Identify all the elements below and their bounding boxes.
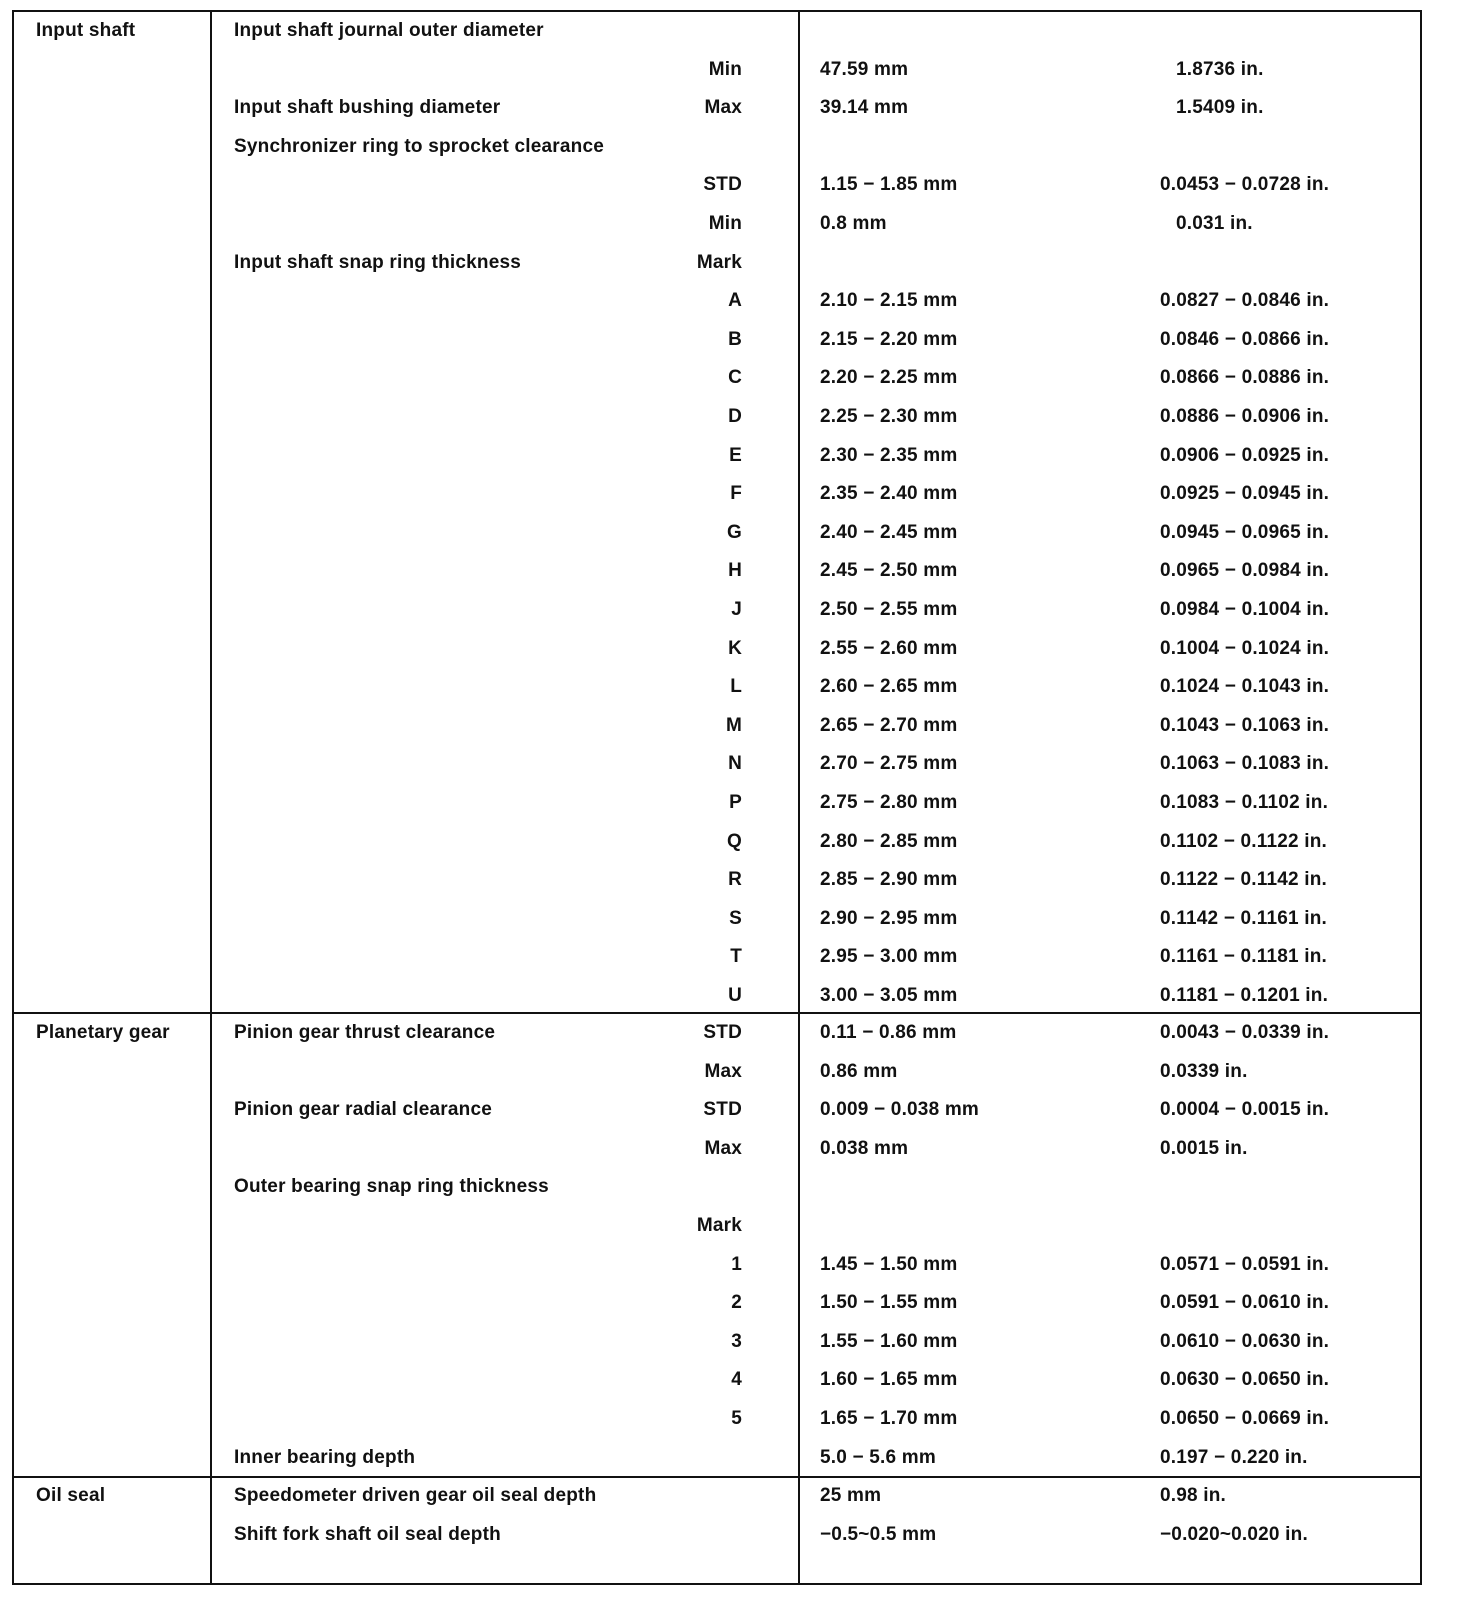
- table-row: [12, 861, 1422, 900]
- value-in: 0.0945 − 0.0965 in.: [1160, 521, 1330, 543]
- value-in: 1.5409 in.: [1176, 97, 1264, 119]
- table-row: [12, 707, 1422, 746]
- value-mm: 1.15 − 1.85 mm: [820, 174, 958, 196]
- value-in: 1.8736 in.: [1176, 58, 1264, 80]
- value-in: 0.1122 − 0.1142 in.: [1160, 869, 1328, 891]
- category-label: Input shaft: [36, 20, 136, 41]
- value-in: 0.0965 − 0.0984 in.: [1160, 560, 1330, 582]
- spec-qualifier: G: [727, 521, 742, 543]
- value-mm: 0.8 mm: [820, 213, 887, 234]
- table-row: [12, 282, 1422, 321]
- spec-qualifier: Max: [704, 1060, 742, 1082]
- spec-item-label: Input shaft snap ring thickness: [234, 251, 522, 273]
- value-in: 0.1024 − 0.1043 in.: [1160, 676, 1330, 698]
- table-row: [12, 1207, 1422, 1246]
- spec-qualifier: Mark: [696, 1215, 742, 1236]
- value-in: 0.0591 − 0.0610 in.: [1160, 1292, 1330, 1314]
- spec-qualifier: STD: [703, 174, 742, 196]
- value-in: 0.0004 − 0.0015 in.: [1160, 1099, 1330, 1121]
- value-in: 0.0827 − 0.0846 in.: [1160, 290, 1330, 312]
- table-row: [12, 1053, 1422, 1092]
- value-in: 0.1004 − 0.1024 in.: [1160, 637, 1330, 659]
- category-label: Planetary gear: [36, 1022, 170, 1043]
- table-row: [12, 1477, 1422, 1516]
- table-row: [12, 1516, 1422, 1555]
- spec-qualifier: P: [729, 792, 742, 813]
- value-mm: 2.30 − 2.35 mm: [820, 444, 958, 466]
- spec-qualifier: 2: [731, 1292, 742, 1314]
- value-in: −0.020~0.020 in.: [1160, 1523, 1308, 1545]
- spec-qualifier: J: [731, 599, 742, 620]
- value-mm: 2.15 − 2.20 mm: [820, 328, 958, 350]
- spec-qualifier: M: [725, 714, 742, 736]
- spec-qualifier: STD: [703, 1022, 742, 1043]
- table-row: [12, 784, 1422, 823]
- value-in: 0.0866 − 0.0886 in.: [1160, 367, 1330, 389]
- table-row: [12, 1361, 1422, 1400]
- table-row: [12, 1246, 1422, 1285]
- spec-qualifier: T: [730, 946, 742, 968]
- value-mm: 47.59 mm: [820, 58, 909, 80]
- table-row: [12, 1168, 1422, 1207]
- table-row: [12, 475, 1422, 514]
- spec-item-label: Input shaft journal outer diameter: [234, 20, 544, 41]
- spec-qualifier: N: [728, 753, 742, 775]
- spec-qualifier: L: [730, 676, 742, 698]
- spec-qualifier: C: [728, 367, 742, 389]
- value-mm: 2.75 − 2.80 mm: [820, 792, 958, 813]
- spec-qualifier: H: [728, 560, 742, 582]
- value-mm: 2.35 − 2.40 mm: [820, 483, 958, 505]
- spec-qualifier: 1: [731, 1253, 742, 1275]
- spec-item-label: Speedometer driven gear oil seal depth: [234, 1485, 597, 1506]
- spec-qualifier: 5: [731, 1408, 742, 1429]
- value-mm: 5.0 − 5.6 mm: [820, 1446, 936, 1468]
- value-mm: 2.20 − 2.25 mm: [820, 367, 958, 389]
- value-mm: 1.60 − 1.65 mm: [820, 1369, 958, 1391]
- spec-qualifier: D: [728, 406, 742, 427]
- value-in: 0.0015 in.: [1160, 1137, 1248, 1159]
- spec-qualifier: Mark: [696, 251, 742, 273]
- table-row: [12, 12, 1422, 51]
- value-in: 0.0984 − 0.1004 in.: [1160, 599, 1330, 620]
- value-in: 0.1063 − 0.1083 in.: [1160, 753, 1330, 775]
- value-mm: 2.50 − 2.55 mm: [820, 599, 958, 620]
- value-in: 0.0043 − 0.0339 in.: [1160, 1022, 1330, 1043]
- table-row: [12, 1130, 1422, 1169]
- table-row: [12, 745, 1422, 784]
- value-in: 0.0906 − 0.0925 in.: [1160, 444, 1330, 466]
- value-mm: 2.25 − 2.30 mm: [820, 406, 958, 427]
- spec-qualifier: K: [728, 637, 742, 659]
- table-row: [12, 1400, 1422, 1439]
- value-in: 0.0453 − 0.0728 in.: [1160, 174, 1330, 196]
- value-in: 0.0630 − 0.0650 in.: [1160, 1369, 1330, 1391]
- value-in: 0.1083 − 0.1102 in.: [1160, 792, 1329, 813]
- table-row: [12, 128, 1422, 167]
- table-row: [12, 823, 1422, 862]
- spec-qualifier: F: [730, 483, 742, 505]
- value-in: 0.197 − 0.220 in.: [1160, 1446, 1308, 1468]
- value-in: 0.0650 − 0.0669 in.: [1160, 1408, 1330, 1429]
- spec-qualifier: Max: [704, 1137, 742, 1159]
- value-in: 0.0846 − 0.0866 in.: [1160, 328, 1330, 350]
- value-mm: 2.70 − 2.75 mm: [820, 753, 958, 775]
- value-in: 0.1142 − 0.1161 in.: [1160, 907, 1328, 929]
- value-mm: −0.5~0.5 mm: [820, 1523, 937, 1545]
- spec-qualifier: B: [728, 328, 742, 350]
- table-row: [12, 1091, 1422, 1130]
- value-in: 0.98 in.: [1160, 1485, 1227, 1506]
- table-row: [12, 900, 1422, 939]
- value-in: 0.0610 − 0.0630 in.: [1160, 1330, 1330, 1352]
- value-in: 0.0886 − 0.0906 in.: [1160, 406, 1330, 427]
- spec-item-label: Input shaft bushing diameter: [234, 97, 501, 119]
- spec-qualifier: E: [729, 444, 742, 466]
- spec-qualifier: R: [728, 869, 742, 891]
- value-mm: 2.60 − 2.65 mm: [820, 676, 958, 698]
- spec-qualifier: Min: [708, 213, 742, 234]
- value-mm: 2.85 − 2.90 mm: [820, 869, 958, 891]
- value-mm: 2.55 − 2.60 mm: [820, 637, 958, 659]
- spec-qualifier: STD: [703, 1099, 742, 1121]
- value-mm: 0.11 − 0.86 mm: [820, 1022, 957, 1043]
- spec-item-label: Inner bearing depth: [234, 1446, 416, 1468]
- value-in: 0.0571 − 0.0591 in.: [1160, 1253, 1330, 1275]
- value-in: 0.1181 − 0.1201 in.: [1160, 985, 1329, 1006]
- spec-item-label: Synchronizer ring to sprocket clearance: [234, 135, 604, 157]
- table-row: [12, 166, 1422, 205]
- table-row: [12, 938, 1422, 977]
- table-row: [12, 1439, 1422, 1478]
- spec-item-label: Pinion gear thrust clearance: [234, 1022, 496, 1043]
- spec-qualifier: Max: [704, 97, 742, 119]
- value-mm: 25 mm: [820, 1485, 882, 1506]
- spec-item-label: Outer bearing snap ring thickness: [234, 1176, 549, 1198]
- value-mm: 1.45 − 1.50 mm: [820, 1253, 958, 1275]
- spec-item-label: Pinion gear radial clearance: [234, 1099, 492, 1121]
- table-row: [12, 205, 1422, 244]
- value-mm: 2.90 − 2.95 mm: [820, 907, 958, 929]
- value-in: 0.0339 in.: [1160, 1060, 1248, 1082]
- value-mm: 2.45 − 2.50 mm: [820, 560, 958, 582]
- table-row: [12, 437, 1422, 476]
- value-in: 0.1043 − 0.1063 in.: [1160, 714, 1330, 736]
- spec-qualifier: Min: [708, 58, 742, 80]
- border-bottom: [12, 1583, 1422, 1585]
- table-row: [12, 977, 1422, 1016]
- value-mm: 2.10 − 2.15 mm: [820, 290, 958, 312]
- spec-qualifier: 4: [731, 1369, 742, 1391]
- table-row: [12, 591, 1422, 630]
- spec-qualifier: S: [729, 907, 742, 929]
- table-row: [12, 51, 1422, 90]
- value-mm: 0.86 mm: [820, 1060, 898, 1082]
- value-mm: 0.009 − 0.038 mm: [820, 1099, 980, 1121]
- spec-qualifier: U: [728, 985, 742, 1006]
- value-in: 0.0925 − 0.0945 in.: [1160, 483, 1330, 505]
- category-label: Oil seal: [36, 1485, 106, 1506]
- table-row: [12, 514, 1422, 553]
- spec-qualifier: 3: [731, 1330, 742, 1352]
- table-row: [12, 630, 1422, 669]
- spec-qualifier: A: [728, 290, 742, 312]
- value-mm: 1.55 − 1.60 mm: [820, 1330, 958, 1352]
- value-in: 0.1161 − 0.1181 in.: [1160, 946, 1328, 968]
- value-mm: 2.95 − 3.00 mm: [820, 946, 958, 968]
- value-in: 0.031 in.: [1176, 213, 1253, 234]
- table-row: [12, 1284, 1422, 1323]
- table-row: [12, 244, 1422, 283]
- spec-qualifier: Q: [727, 830, 742, 852]
- value-in: 0.1102 − 0.1122 in.: [1160, 830, 1328, 852]
- value-mm: 0.038 mm: [820, 1137, 909, 1159]
- value-mm: 2.80 − 2.85 mm: [820, 830, 958, 852]
- table-row: [12, 398, 1422, 437]
- table-row: [12, 321, 1422, 360]
- table-row: [12, 1014, 1422, 1053]
- table-row: [12, 668, 1422, 707]
- spec-item-label: Shift fork shaft oil seal depth: [234, 1523, 501, 1545]
- value-mm: 2.65 − 2.70 mm: [820, 714, 958, 736]
- table-row: [12, 359, 1422, 398]
- value-mm: 39.14 mm: [820, 97, 909, 119]
- table-row: [12, 89, 1422, 128]
- value-mm: 3.00 − 3.05 mm: [820, 985, 958, 1006]
- value-mm: 1.50 − 1.55 mm: [820, 1292, 958, 1314]
- spec-table: [12, 10, 1422, 1585]
- value-mm: 1.65 − 1.70 mm: [820, 1408, 958, 1429]
- table-row: [12, 1323, 1422, 1362]
- table-row: [12, 552, 1422, 591]
- value-mm: 2.40 − 2.45 mm: [820, 521, 958, 543]
